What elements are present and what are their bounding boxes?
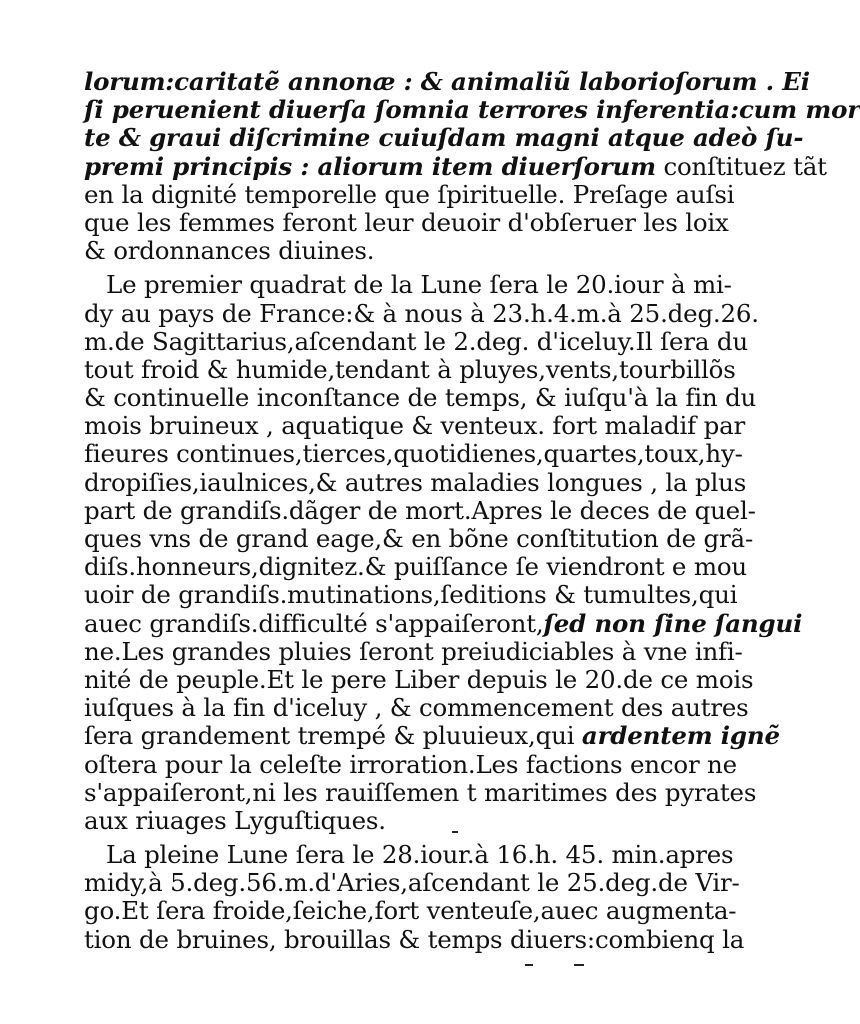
text-line-2: ſi peruenient diuerſa ſomnia terrores inferentia:cum mor (84, 95, 860, 125)
text-line-9: dy au pays de France:& à nous à 23.h.4.m.à 25.deg.26. (84, 298, 759, 328)
text-line-26: s'appaiſeront,ni les rauiſſemen t maritimes des pyrates (84, 777, 757, 807)
speck-3 (574, 964, 584, 966)
text-line-1: lorum:caritatẽ annonæ : & animaliũ laborioſorum . Ei (84, 67, 810, 96)
text-line-25: oſtera pour la celeſte irroration.Les factions encor ne (84, 749, 737, 779)
text-line-18: diſs.honneurs,dignitez.& puiſſance ſe viendront e mou (84, 552, 747, 582)
text-line-22: nité de peuple.Et le pere Liber depuis le 20.de ce mois (84, 664, 754, 694)
text-line-17: ques vns de grand eage,& en bõne conſtitution de grã- (84, 524, 754, 553)
text-line-6: que les femmes feront leur deuoir d'obſeruer les loix (84, 207, 729, 237)
text-line-20-italic: ſed non ſine ſangui (543, 608, 803, 638)
text-line-12: & continuelle inconſtance de temps, & iuſqu'à la fin du (84, 383, 757, 413)
text-line-23: iuſques à la fin d'iceluy , & commencement des autres (84, 693, 749, 723)
text-line-21: ne.Les grandes pluies ſeront preiudiciables à vne infi- (84, 636, 743, 666)
text-block (84, 67, 860, 954)
text-line-15: dropiſies,iaulnices,& autres maladies longues , la plus (84, 467, 747, 497)
text-line-24 (84, 721, 780, 751)
text-line-20 (84, 608, 803, 638)
text-line-30: go.Et ſera froide,ſeiche,fort venteuſe,auec augmenta- (84, 896, 737, 926)
text-line-24-roman: ſera grandement trempé & pluuieux,qui (84, 721, 575, 751)
text-line-5: en la dignité temporelle que ſpirituelle. Preſage auſsi (84, 179, 735, 209)
text-line-7: & ordonnances diuines. (84, 236, 375, 266)
text-line-28: La pleine Lune ſera le 28.iour.à 16.h. 45. min.apres (106, 840, 734, 870)
text-line-24-italic: ardentem ignẽ (581, 721, 780, 751)
text-line-29: midy,à 5.deg.56.m.d'Aries,aſcendant le 25.deg.de Vir- (84, 868, 740, 898)
text-line-31: tion de bruines, brouillas & temps diuers:combienq la (84, 924, 745, 954)
text-line-20-roman: auec grandiſs.difficulté s'appaiſeront, (84, 608, 544, 638)
text-line-4-italic: premi principis : aliorum item diuerſorum (84, 151, 656, 181)
text-line-27: aux riuages Lyguſtiques. (84, 805, 386, 835)
text-line-19: uoir de grandiſs.mutinations,ſeditions & tumultes,qui (84, 580, 738, 610)
text-line-3: te & graui diſcrimine cuiuſdam magni atque adeò ſu- (84, 123, 804, 153)
text-line-13: mois bruineux , aquatique & venteux. fort maladif par (84, 411, 745, 441)
text-line-16: part de grandiſs.dãger de mort.Apres le deces de quel- (84, 495, 756, 525)
text-line-4-roman: conſtituez tãt (655, 151, 827, 181)
text-line-14: fieures continues,tierces,quotidienes,quartes,toux,hy- (84, 439, 743, 469)
speck-2 (525, 964, 533, 966)
text-line-11: tout froid & humide,tendant à pluyes,vents,tourbillõs (84, 354, 736, 384)
text-line-4 (84, 151, 827, 181)
text-line-8: Le premier quadrat de la Lune ſera le 20.iour à mi- (106, 270, 732, 300)
text-line-10: m.de Sagittarius,aſcendant le 2.deg. d'iceluy.Il ſera du (84, 326, 748, 356)
